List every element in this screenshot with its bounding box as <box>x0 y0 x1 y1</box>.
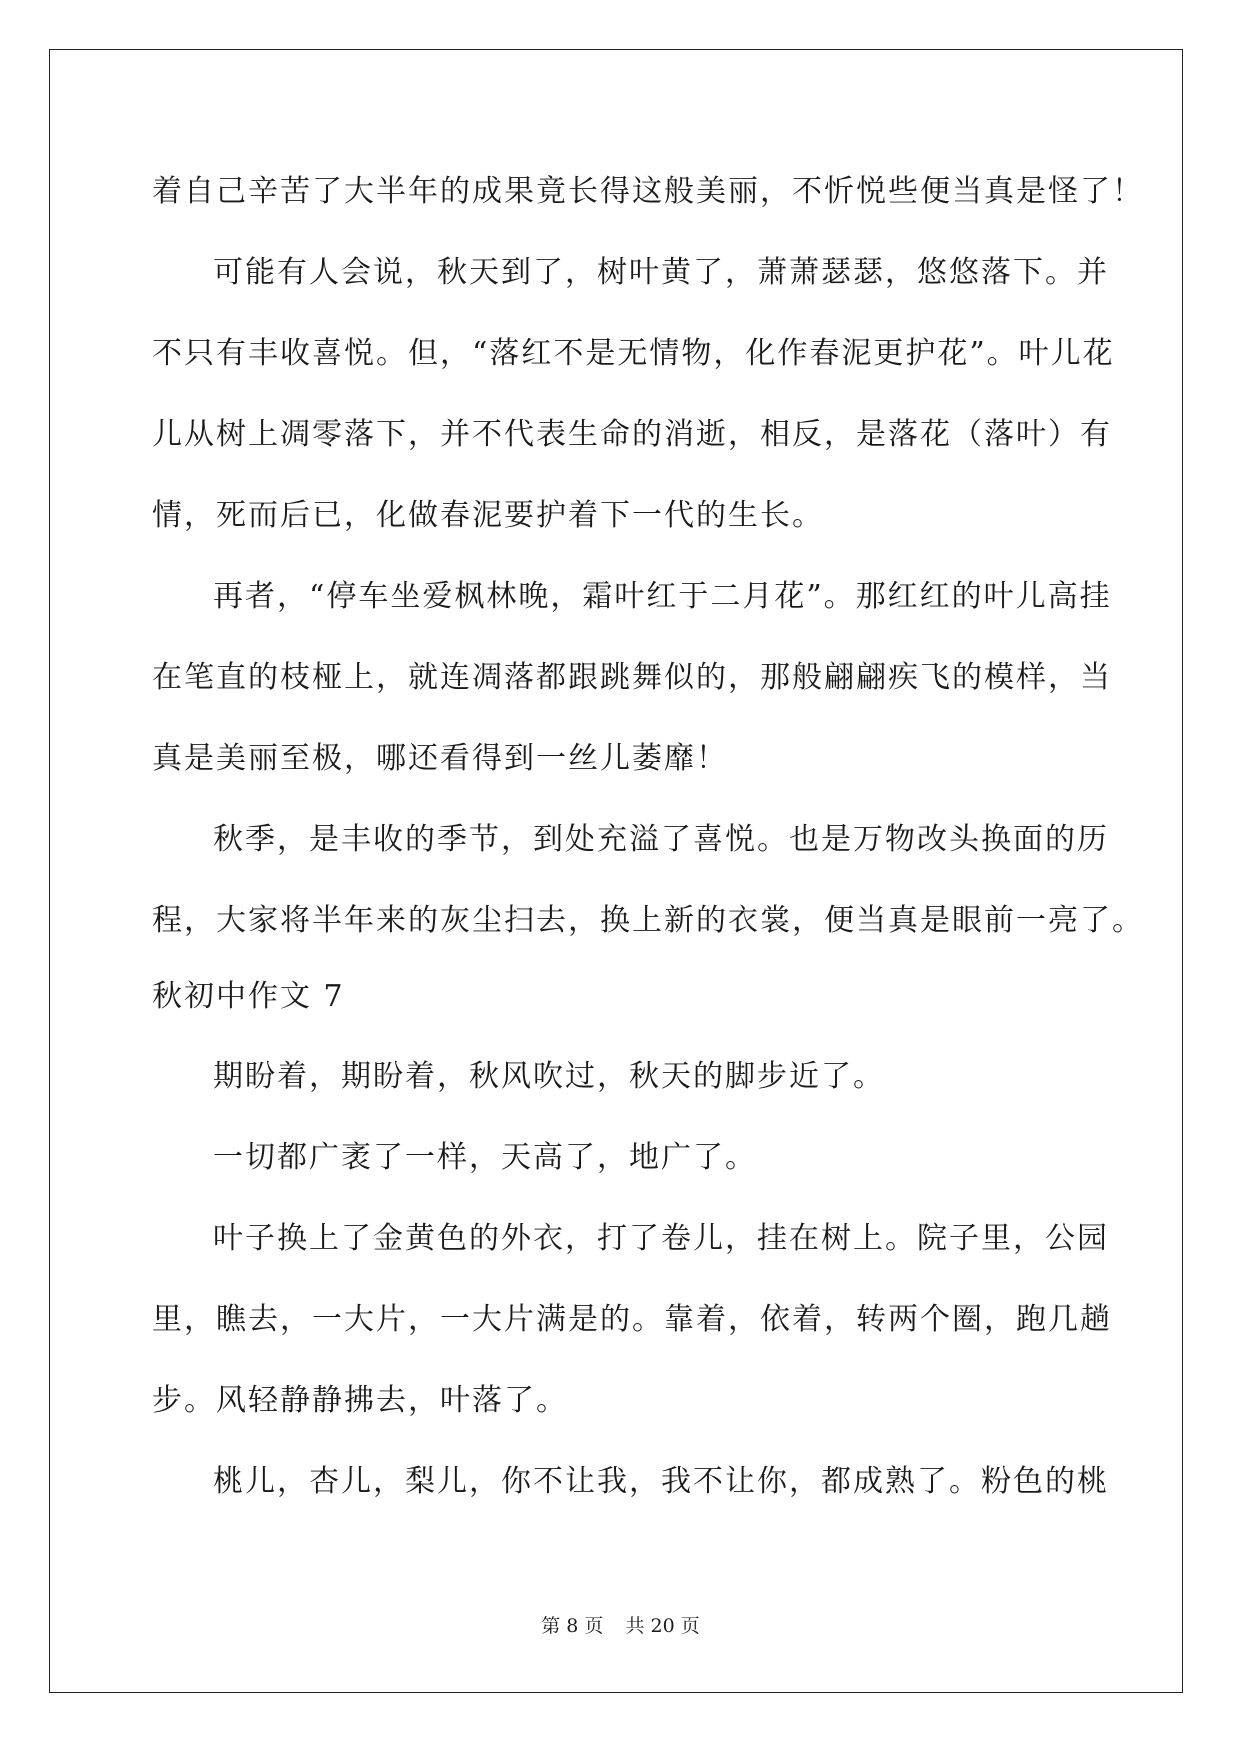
text-line: 期盼着，期盼着，秋风吹过，秋天的脚步近了。 <box>213 1059 885 1094</box>
text-line: 桃儿，杏儿，梨儿，你不让我，我不让你，都成熟了。粉色的桃 <box>213 1464 1109 1499</box>
text-line: 着自己辛苦了大半年的成果竟长得这般美丽，不忻悦些便当真是怪了！ <box>152 174 1144 209</box>
text-line: 一切都广袤了一样，天高了，地广了。 <box>213 1140 757 1175</box>
section-heading: 秋初中作文 7 <box>152 979 345 1014</box>
text-line: 情，死而后已，化做春泥要护着下一代的生长。 <box>152 498 824 533</box>
text-line: 真是美丽至极，哪还看得到一丝儿萎靡！ <box>152 741 728 776</box>
page-total: 共 20 页 <box>625 1615 700 1637</box>
page-footer <box>0 1614 1241 1638</box>
page-number: 第 8 页 <box>541 1615 604 1637</box>
text-line: 可能有人会说，秋天到了，树叶黄了，萧萧瑟瑟，悠悠落下。并 <box>213 255 1109 290</box>
text-line: 在笔直的枝桠上，就连凋落都跟跳舞似的，那般翩翩疾飞的模样，当 <box>152 660 1112 695</box>
text-line: 叶子换上了金黄色的外衣，打了卷儿，挂在树上。院子里，公园 <box>213 1221 1109 1256</box>
text-line: 再者，“停车坐爱枫林晚，霜叶红于二月花”。那红红的叶儿高挂 <box>213 579 1112 614</box>
text-line: 步。风轻静静拂去，叶落了。 <box>152 1383 568 1418</box>
page-border <box>49 49 1183 1693</box>
text-line: 程，大家将半年来的灰尘扫去，换上新的衣裳，便当真是眼前一亮了。 <box>152 903 1144 938</box>
text-line: 秋季，是丰收的季节，到处充溢了喜悦。也是万物改头换面的历 <box>213 822 1109 857</box>
text-line: 儿从树上凋零落下，并不代表生命的消逝，相反，是落花（落叶）有 <box>152 417 1112 452</box>
text-line: 里，瞧去，一大片，一大片满是的。靠着，依着，转两个圈，跑几趟 <box>152 1302 1112 1337</box>
text-line: 不只有丰收喜悦。但，“落红不是无情物，化作春泥更护花”。叶儿花 <box>152 336 1115 371</box>
